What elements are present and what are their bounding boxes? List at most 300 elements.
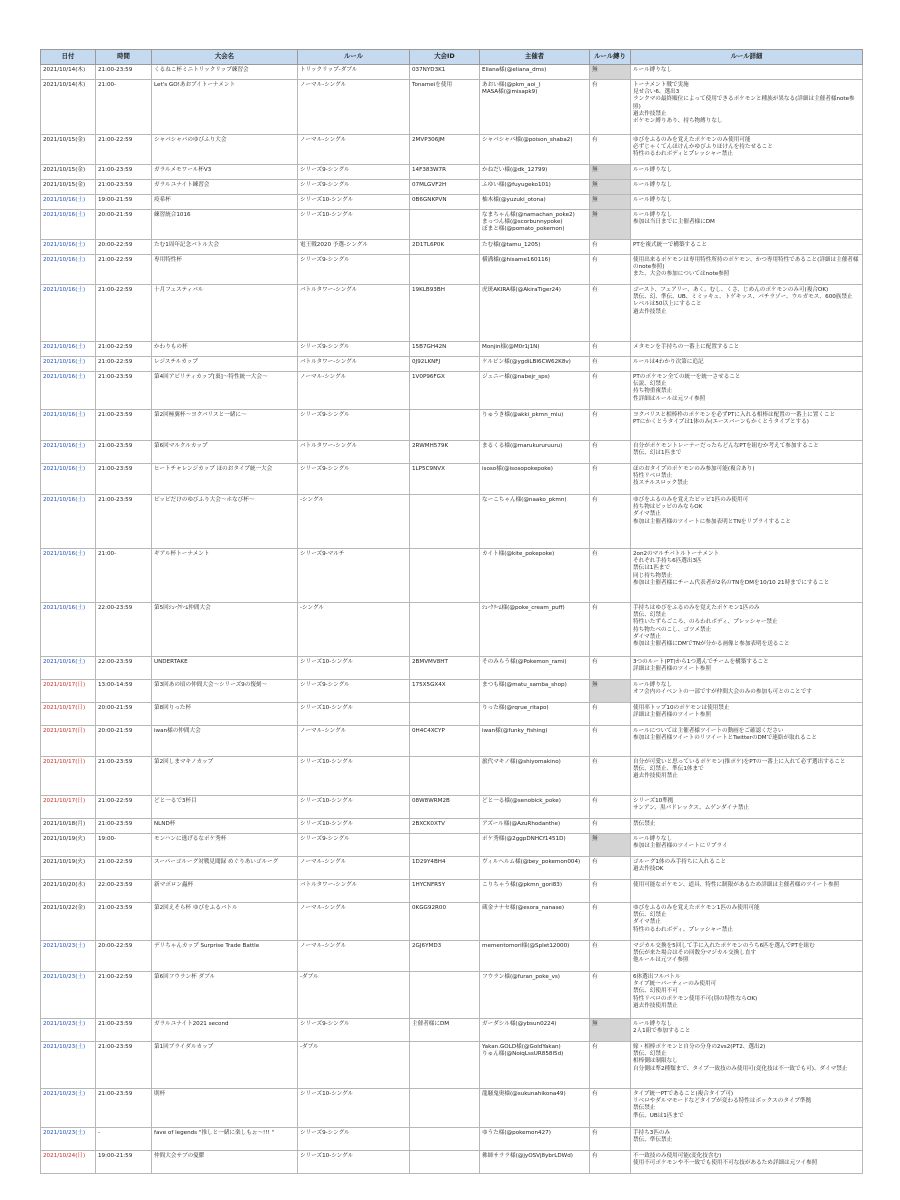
cell-rule[interactable]: シリーズ10-シングル	[298, 819, 410, 834]
cell-rule-restriction[interactable]: 有	[590, 1042, 631, 1089]
cell-tournament-id[interactable]	[410, 834, 480, 857]
cell-time[interactable]: 19:00-	[96, 834, 152, 857]
cell-date[interactable]: 2021/10/14(木)	[41, 80, 96, 135]
cell-rule-details[interactable]: 不一致技のみ使用可能(変化技含む) 使用不可ポケモンや不一致でも使用不可な技があるため詳細は元ツイ参照	[631, 1151, 863, 1174]
cell-time[interactable]: 21:00-23:59	[96, 410, 152, 441]
cell-time[interactable]: 21:00-22:59	[96, 285, 152, 342]
cell-rule[interactable]: シリーズ9-シングル	[298, 1019, 410, 1042]
cell-rule-details[interactable]: 自分が可愛いと思っているポケモン(推ポケ)をPTの一番上に入れて必ず選出すること 禁伝、幻禁止、準伝1体まで 過去作技使用禁止	[631, 757, 863, 796]
cell-time[interactable]: 21:00-23:59	[96, 495, 152, 549]
cell-time[interactable]: 21:00-	[96, 80, 152, 135]
cell-date[interactable]: 2021/10/24(日)	[41, 1151, 96, 1174]
cell-rule-restriction[interactable]: 有	[590, 1151, 631, 1174]
cell-organizer[interactable]: フウラン様(@furan_poke_vs)	[480, 972, 590, 1019]
cell-rule-restriction[interactable]: 有	[590, 255, 631, 285]
cell-tournament-name[interactable]: ピッピだけのゆびふり大会〜ホなび杯〜	[152, 495, 298, 549]
cell-rule-details[interactable]: ルール縛りなし	[631, 180, 863, 195]
cell-time[interactable]: 20:00-21:59	[96, 210, 152, 240]
cell-rule-restriction[interactable]: 有	[590, 240, 631, 255]
cell-rule[interactable]: ノーマル-シングル	[298, 941, 410, 972]
cell-tournament-name[interactable]: ガラルユナイト練習会	[152, 180, 298, 195]
cell-date[interactable]: 2021/10/16(土)	[41, 342, 96, 357]
cell-tournament-name[interactable]: 第6回フウラン杯 ダブル	[152, 972, 298, 1019]
cell-time[interactable]: 21:00-23:59	[96, 1089, 152, 1128]
cell-rule-details[interactable]: ルール縛りなし 2人1組で参加すること	[631, 1019, 863, 1042]
cell-rule-details[interactable]: ルール縛りなし	[631, 165, 863, 180]
cell-date[interactable]: 2021/10/17(日)	[41, 703, 96, 726]
cell-tournament-name[interactable]: モンハンに逃げるなポケ秀杯	[152, 834, 298, 857]
cell-tournament-name[interactable]: デリちゃんカップ Surprise Trade Battle	[152, 941, 298, 972]
cell-rule-restriction[interactable]: 有	[590, 285, 631, 342]
cell-tournament-id[interactable]	[410, 549, 480, 603]
cell-rule[interactable]: シリーズ10-シングル	[298, 1151, 410, 1174]
cell-organizer[interactable]: 柚木様(@yuzuki_otona)	[480, 195, 590, 210]
cell-rule-details[interactable]: ゴースト、フェアリー、あく、むし、くさ、じめんのポケモンのみ可(複合OK) 禁伝、幻、準伝、UB、ミミッキュ、トゲキッス、パチラゾー、ウルガモス、600族禁止 レベルは50以上にすること 過去作技禁止	[631, 285, 863, 342]
cell-rule-restriction[interactable]: 有	[590, 941, 631, 972]
cell-organizer[interactable]: iwan様(@funky_fishing)	[480, 726, 590, 757]
cell-rule-restriction[interactable]: 無	[590, 834, 631, 857]
cell-organizer[interactable]: Eliana様(@eliana_dms)	[480, 65, 590, 80]
cell-tournament-name[interactable]: ヒートチャレンジカップ ほのおタイプ統一大会	[152, 464, 298, 495]
cell-date[interactable]: 2021/10/17(日)	[41, 757, 96, 796]
cell-time[interactable]: 21:00-23:59	[96, 464, 152, 495]
cell-rule-restriction[interactable]: 無	[590, 180, 631, 195]
cell-rule[interactable]: -シングル	[298, 603, 410, 657]
cell-rule[interactable]: シリーズ10-シングル	[298, 703, 410, 726]
cell-tournament-name[interactable]: 新マポロン蟲杯	[152, 880, 298, 903]
cell-rule[interactable]: シリーズ10-シングル	[298, 1089, 410, 1128]
cell-time[interactable]: 21:00-23:59	[96, 1019, 152, 1042]
cell-organizer[interactable]: ふゆい様(@fuyugeko101)	[480, 180, 590, 195]
cell-time[interactable]: 21:00-23:59	[96, 372, 152, 410]
cell-organizer[interactable]: ケルビン様(@ygdiLBI6CW62K8v)	[480, 357, 590, 372]
cell-rule[interactable]: シリーズ9-シングル	[298, 834, 410, 857]
cell-organizer[interactable]: 蔵金ナナセ様(@esora_nanase)	[480, 903, 590, 941]
cell-rule[interactable]: 電王戦2020 予選-シングル	[298, 240, 410, 255]
cell-rule-details[interactable]: 手持ち3匹のみ 禁伝、準伝禁止	[631, 1128, 863, 1151]
cell-rule[interactable]: ノーマル-シングル	[298, 903, 410, 941]
cell-rule-restriction[interactable]: 無	[590, 65, 631, 80]
cell-rule-restriction[interactable]: 有	[590, 372, 631, 410]
cell-date[interactable]: 2021/10/16(土)	[41, 210, 96, 240]
cell-tournament-id[interactable]: 19KLB93BH	[410, 285, 480, 342]
cell-time[interactable]: 13:00-14:59	[96, 680, 152, 703]
cell-date[interactable]: 2021/10/16(土)	[41, 240, 96, 255]
cell-time[interactable]: 21:00-22:59	[96, 972, 152, 1019]
cell-rule-details[interactable]: PTを複式統一で構築すること	[631, 240, 863, 255]
cell-rule[interactable]: ノーマル-シングル	[298, 80, 410, 135]
cell-tournament-name[interactable]: Let's GO!あおプイトーナメント	[152, 80, 298, 135]
cell-rule[interactable]: シリーズ9-シングル	[298, 342, 410, 357]
cell-tournament-id[interactable]: 0B6GNKPVN	[410, 195, 480, 210]
cell-organizer[interactable]: どと一る様(@senobick_poke)	[480, 796, 590, 819]
cell-rule-restriction[interactable]: 有	[590, 464, 631, 495]
cell-organizer[interactable]: 龍騒鬼奥様(@sukunahikona49)	[480, 1089, 590, 1128]
cell-rule-details[interactable]: 自分がポケモントレーナーだったらどんなPTを組むか考えて参加すること 禁伝、幻は1匹まで	[631, 441, 863, 464]
cell-rule-restriction[interactable]: 有	[590, 495, 631, 549]
cell-tournament-name[interactable]: どと一るで3杯目	[152, 796, 298, 819]
cell-tournament-name[interactable]: 疫希杯	[152, 195, 298, 210]
cell-rule-restriction[interactable]: 有	[590, 757, 631, 796]
cell-date[interactable]: 2021/10/20(水)	[41, 880, 96, 903]
cell-tournament-id[interactable]: 15B7GH42N	[410, 342, 480, 357]
cell-tournament-id[interactable]	[410, 1151, 480, 1174]
cell-tournament-id[interactable]	[410, 1042, 480, 1089]
cell-rule[interactable]: バトルタワー-シングル	[298, 285, 410, 342]
cell-rule[interactable]: バトルタワー-シングル	[298, 357, 410, 372]
cell-date[interactable]: 2021/10/16(土)	[41, 285, 96, 342]
cell-tournament-name[interactable]: 仲間大会サブの憂鬱	[152, 1151, 298, 1174]
cell-rule[interactable]: -ダブル	[298, 1042, 410, 1089]
cell-tournament-name[interactable]: くるねこ杯ミニトリックリップ練習会	[152, 65, 298, 80]
cell-rule[interactable]: トリックリップ-ダブル	[298, 65, 410, 80]
cell-organizer[interactable]: 横溝様(@hisame160116)	[480, 255, 590, 285]
cell-date[interactable]: 2021/10/14(木)	[41, 65, 96, 80]
cell-rule[interactable]: ノーマル-シングル	[298, 135, 410, 165]
cell-tournament-name[interactable]: たむ1周年記念バトル大会	[152, 240, 298, 255]
cell-tournament-id[interactable]	[410, 972, 480, 1019]
cell-date[interactable]: 2021/10/16(土)	[41, 495, 96, 549]
header-time[interactable]: 時間	[96, 50, 152, 65]
header-tournament-id[interactable]: 大会ID	[410, 50, 480, 65]
cell-tournament-name[interactable]: 十月フェスティバル	[152, 285, 298, 342]
cell-date[interactable]: 2021/10/23(土)	[41, 1019, 96, 1042]
cell-rule-details[interactable]: ゆびをふるのみを覚えたポケモンのみ使用可能 必ずじゃくてんほけんかゆびふりほけんを持たせること 特性のるわれボディとプレッシャー禁止	[631, 135, 863, 165]
cell-rule-restriction[interactable]: 無	[590, 1019, 631, 1042]
cell-rule[interactable]: シリーズ9-シングル	[298, 1128, 410, 1151]
cell-tournament-id[interactable]: 2GJ6YMD3	[410, 941, 480, 972]
cell-organizer[interactable]: まつも様(@matu_samba_shop)	[480, 680, 590, 703]
cell-rule-restriction[interactable]: 有	[590, 903, 631, 941]
cell-organizer[interactable]: こりちゃう様(@pkmn_gori83)	[480, 880, 590, 903]
cell-rule[interactable]: ノーマル-シングル	[298, 857, 410, 880]
header-tournament-name[interactable]: 大会名	[152, 50, 298, 65]
cell-rule[interactable]: シリーズ10-シングル	[298, 657, 410, 680]
cell-tournament-name[interactable]: ガラルユナイト2021 second	[152, 1019, 298, 1042]
cell-date[interactable]: 2021/10/15(金)	[41, 135, 96, 165]
cell-rule-restriction[interactable]: 有	[590, 857, 631, 880]
cell-organizer[interactable]: アズール様(@AzuRhodanthe)	[480, 819, 590, 834]
cell-tournament-name[interactable]: 第5回ｼｭｰｸﾘｰﾑ仲間大会	[152, 603, 298, 657]
cell-date[interactable]: 2021/10/23(土)	[41, 941, 96, 972]
cell-organizer[interactable]: そのみらう様(@Pokemon_rami)	[480, 657, 590, 680]
cell-rule-restriction[interactable]: 有	[590, 441, 631, 464]
cell-tournament-id[interactable]: 0KGG92R00	[410, 903, 480, 941]
cell-rule-restriction[interactable]: 有	[590, 1128, 631, 1151]
cell-tournament-name[interactable]: 第2回極翼杯〜ヨクバリスと一緒に〜	[152, 410, 298, 441]
cell-rule-restriction[interactable]: 有	[590, 796, 631, 819]
cell-rule-details[interactable]: 禁伝禁止	[631, 819, 863, 834]
cell-time[interactable]: 21:00-22:59	[96, 342, 152, 357]
cell-rule[interactable]: -ダブル	[298, 972, 410, 1019]
cell-rule-details[interactable]: 使用可能なポケモン、道具、特性に制限があるため詳細は主催者様のツイート参照	[631, 880, 863, 903]
cell-time[interactable]: 21:00-23:59	[96, 180, 152, 195]
cell-date[interactable]: 2021/10/23(土)	[41, 972, 96, 1019]
cell-time[interactable]: 21:00-23:59	[96, 165, 152, 180]
cell-rule-restriction[interactable]: 有	[590, 342, 631, 357]
cell-tournament-name[interactable]: レジスチルカップ	[152, 357, 298, 372]
cell-rule-details[interactable]: ゆびをふるのみを覚えたポケモン1匹のみ使用可能 禁伝、幻禁止 ダイマ禁止 特性のるわれボディ、プレッシャー禁止	[631, 903, 863, 941]
cell-rule-restriction[interactable]: 有	[590, 357, 631, 372]
cell-rule-details[interactable]: ルール縛りなし オフ会内のイベントの一部ですが仲間大会のみの参加も可とのことです	[631, 680, 863, 703]
cell-time[interactable]: 21:00-23:59	[96, 757, 152, 796]
cell-rule[interactable]: ノーマル-シングル	[298, 726, 410, 757]
cell-time[interactable]: 21:00-22:59	[96, 135, 152, 165]
cell-rule-details[interactable]: トーナメント戦で実施 見せ合い6、選出3 ランクマの最終順位によって使用できるポケモンと種族が異なる(詳細は主催者様note参照) 過去作技禁止 ポケモン縛りあり、持ち物縛りなし	[631, 80, 863, 135]
cell-organizer[interactable]: かねだい様(@dk_12799)	[480, 165, 590, 180]
cell-rule-details[interactable]: 使用出来るポケモンは専用特性所持のポケモン、かつ専用特性であること(詳細は主催者様のnote参照) また、大会の参加についてはnote参照	[631, 255, 863, 285]
cell-rule-details[interactable]: ゴルーグ1体のみ手持ちに入れること 過去作技OK	[631, 857, 863, 880]
cell-time[interactable]: 22:00-23:59	[96, 880, 152, 903]
cell-rule-details[interactable]: ヨクバリスと相棒枠のポケモンを必ずPTに入れる相棒は配置の一番上に置くこと PTにかくとうタイプは1体のみ(エースバーンもかくとうタイプとする)	[631, 410, 863, 441]
cell-time[interactable]: 20:00-22:59	[96, 240, 152, 255]
cell-organizer[interactable]: ｼｭｰｸﾘｰﾑ様(@poke_cream_puff)	[480, 603, 590, 657]
cell-tournament-id[interactable]: 175X5GX4X	[410, 680, 480, 703]
cell-date[interactable]: 2021/10/16(土)	[41, 603, 96, 657]
cell-organizer[interactable]: なーこちゃん様(@naako_pkmn)	[480, 495, 590, 549]
cell-tournament-name[interactable]: 第8回りった杯	[152, 703, 298, 726]
cell-organizer[interactable]: ヴィルヘルム様(@bey_pokemon004)	[480, 857, 590, 880]
cell-rule-restriction[interactable]: 有	[590, 1089, 631, 1128]
cell-tournament-id[interactable]: 2BXCK0XTV	[410, 819, 480, 834]
cell-time[interactable]: 21:00-22:59	[96, 796, 152, 819]
cell-date[interactable]: 2021/10/19(火)	[41, 857, 96, 880]
cell-time[interactable]: 21:00-23:59	[96, 1042, 152, 1089]
cell-tournament-name[interactable]: 第4回アビリティカップ[裏]〜特性統一大会〜	[152, 372, 298, 410]
header-rule[interactable]: ルール	[298, 50, 410, 65]
cell-time[interactable]: -	[96, 1128, 152, 1151]
cell-rule[interactable]: シリーズ9-シングル	[298, 410, 410, 441]
cell-date[interactable]: 2021/10/17(日)	[41, 680, 96, 703]
cell-rule-details[interactable]: シリーズ10準拠 サンアン、黒バドレックス、ムゲンダイナ禁止	[631, 796, 863, 819]
cell-time[interactable]: 21:00-23:59	[96, 441, 152, 464]
cell-rule-details[interactable]: 2on2のマルチバトルトーナメント それぞれ手持ち6匹選出3匹 禁伝は1匹まで 同じ持ち物禁止 参加は主催者様にチーム代表者が2名のTNをDMを10/10 21時までにすること	[631, 549, 863, 603]
cell-rule-details[interactable]: メタモンを手持ちの一番上に配置すること	[631, 342, 863, 357]
cell-rule-details[interactable]: 3つのルート(PT)から1つ選んでチームを構築すること 詳細は主催者様のツイート参照	[631, 657, 863, 680]
cell-tournament-name[interactable]: 第2回えそら杯 ゆびをふるバトル	[152, 903, 298, 941]
cell-tournament-id[interactable]: 2D1TL6P0K	[410, 240, 480, 255]
cell-date[interactable]: 2021/10/17(日)	[41, 796, 96, 819]
header-rule-restriction[interactable]: ルール縛り	[590, 50, 631, 65]
cell-organizer[interactable]: たむ様(@tamu_1205)	[480, 240, 590, 255]
cell-tournament-id[interactable]	[410, 210, 480, 240]
cell-rule[interactable]: シリーズ10-シングル	[298, 757, 410, 796]
cell-rule-details[interactable]: 手持ちはゆびをふるのみを覚えたポケモン1匹のみ 禁伝、幻禁止 特性いたずらごころ、のろわれボディ、プレッシャー禁止 持ち物たべのこし、ゴツメ禁止 ダイマ禁止 参加は主催者様にDMでTNが分かる画像と参加表明を送ること	[631, 603, 863, 657]
cell-date[interactable]: 2021/10/16(土)	[41, 657, 96, 680]
cell-rule-restriction[interactable]: 有	[590, 410, 631, 441]
cell-rule-restriction[interactable]: 無	[590, 195, 631, 210]
cell-rule-details[interactable]: 嫁・相棒ポケモンと自分の分身の2vs2(PT2、選出2) 禁伝、幻禁止 相棒側は制限なし 自分側は準2種類まで、タイプ一致技のみ使用可(変化技は不一致でも可)、ダイマ禁止	[631, 1042, 863, 1089]
cell-organizer[interactable]: 佛師サララ様(@jyOSVj8ybrLDWd)	[480, 1151, 590, 1174]
cell-tournament-id[interactable]: 0H4C4XCYP	[410, 726, 480, 757]
cell-tournament-name[interactable]: iwan様の仲間大会	[152, 726, 298, 757]
cell-date[interactable]: 2021/10/16(土)	[41, 372, 96, 410]
cell-rule-details[interactable]: ルール縛りなし	[631, 195, 863, 210]
cell-organizer[interactable]: まるくる様(@marukururuuru)	[480, 441, 590, 464]
cell-rule[interactable]: シリーズ9-シングル	[298, 680, 410, 703]
cell-tournament-id[interactable]	[410, 1128, 480, 1151]
cell-time[interactable]: 21:00-23:59	[96, 819, 152, 834]
cell-date[interactable]: 2021/10/16(土)	[41, 464, 96, 495]
cell-tournament-id[interactable]: 2BMVMV8HT	[410, 657, 480, 680]
cell-rule-details[interactable]: ルール縛りなし	[631, 65, 863, 80]
cell-time[interactable]: 19:00-21:59	[96, 195, 152, 210]
cell-tournament-name[interactable]: ギアル杯トーナメント	[152, 549, 298, 603]
cell-rule-details[interactable]: ルールは4わかり次第に追記	[631, 357, 863, 372]
cell-date[interactable]: 2021/10/17(日)	[41, 726, 96, 757]
cell-tournament-id[interactable]: 0J92LKNFJ	[410, 357, 480, 372]
cell-time[interactable]: 19:00-21:59	[96, 1151, 152, 1174]
cell-rule-details[interactable]: ゆびをふるのみを覚えたピッピ1匹のみ使用可 持ち物はピッピのみならOK ダイマ禁止 参加は主催者様のツイートに参加表明とTNをリプライすること	[631, 495, 863, 549]
cell-tournament-id[interactable]: 1HYCNFR5Y	[410, 880, 480, 903]
cell-organizer[interactable]: なまちゃん様(@namachan_poke2) まっつん様(@scorbunnypoke) ぼまと様(@pomato_pokemon)	[480, 210, 590, 240]
cell-time[interactable]: 22:00-23:59	[96, 657, 152, 680]
cell-date[interactable]: 2021/10/16(土)	[41, 255, 96, 285]
cell-rule-restriction[interactable]: 有	[590, 657, 631, 680]
cell-tournament-id[interactable]: 08W8WRM2B	[410, 796, 480, 819]
cell-tournament-id[interactable]	[410, 703, 480, 726]
cell-date[interactable]: 2021/10/16(土)	[41, 549, 96, 603]
cell-rule-restriction[interactable]: 有	[590, 880, 631, 903]
cell-tournament-id[interactable]: 037NYD3K1	[410, 65, 480, 80]
cell-tournament-id[interactable]	[410, 603, 480, 657]
cell-rule-details[interactable]: ルール縛りなし 参加は当日までに主催者様にDM	[631, 210, 863, 240]
cell-organizer[interactable]: ゆうた様(@pokemon427)	[480, 1128, 590, 1151]
cell-date[interactable]: 2021/10/23(土)	[41, 1089, 96, 1128]
header-organizer[interactable]: 主催者	[480, 50, 590, 65]
cell-rule-restriction[interactable]: 有	[590, 703, 631, 726]
cell-rule-details[interactable]: マジカル交換を5回して手に入れたポケモンのうち6匹を選んでPTを組む 禁伝が来た場合はその回数分マジカル交換し直す 他ルールは元ツイ参照	[631, 941, 863, 972]
cell-time[interactable]: 21:00-22:59	[96, 857, 152, 880]
cell-rule[interactable]: ノーマル-シングル	[298, 372, 410, 410]
cell-organizer[interactable]: ジュニー様(@nabejr_sps)	[480, 372, 590, 410]
cell-tournament-name[interactable]: 則杯	[152, 1089, 298, 1128]
cell-date[interactable]: 2021/10/16(土)	[41, 410, 96, 441]
cell-time[interactable]: 20:00-21:59	[96, 703, 152, 726]
cell-tournament-name[interactable]: 専用特性杯	[152, 255, 298, 285]
cell-tournament-id[interactable]: Tonameiを使用	[410, 80, 480, 135]
cell-organizer[interactable]: Yakan.GOLD様(@GoldYakan) りゅん様(@NoiqLssUR858l5d)	[480, 1042, 590, 1089]
cell-tournament-id[interactable]: 1D29Y4BH4	[410, 857, 480, 880]
cell-tournament-name[interactable]: 第2回しまマキノカップ	[152, 757, 298, 796]
cell-rule[interactable]: -シングル	[298, 495, 410, 549]
cell-time[interactable]: 21:00-23:59	[96, 903, 152, 941]
cell-rule[interactable]: シリーズ9-シングル	[298, 464, 410, 495]
cell-rule-restriction[interactable]: 有	[590, 80, 631, 135]
cell-organizer[interactable]: Monjin様(@M0r1j1N)	[480, 342, 590, 357]
cell-rule[interactable]: シリーズ10-シングル	[298, 210, 410, 240]
cell-rule-details[interactable]: ほのおタイプのポケモンのみ参加可能(複合あり) 特性リベロ禁止 技ステルスロック禁止	[631, 464, 863, 495]
cell-organizer[interactable]: 旅代マキノ様(@shiyomakino)	[480, 757, 590, 796]
cell-rule-restriction[interactable]: 有	[590, 549, 631, 603]
cell-rule-restriction[interactable]: 有	[590, 726, 631, 757]
cell-rule-restriction[interactable]: 無	[590, 680, 631, 703]
cell-tournament-id[interactable]	[410, 1089, 480, 1128]
cell-organizer[interactable]: mementomori様(@Splet12000)	[480, 941, 590, 972]
cell-tournament-id[interactable]: 07MLGVF2H	[410, 180, 480, 195]
cell-tournament-name[interactable]: ガラルメモワール杯V3	[152, 165, 298, 180]
cell-rule[interactable]: シリーズ9-シングル	[298, 255, 410, 285]
cell-rule-details[interactable]: タイプ統一PTであること(複合タイプ可) リベロやダルマモードなどタイプが変わる特性はボックスのタイプ準拠 禁伝禁止 準伝、UBは1匹まで	[631, 1089, 863, 1128]
cell-rule-details[interactable]: ルール縛りなし 参加は主催者様のツイートにリプライ	[631, 834, 863, 857]
cell-rule-details[interactable]: PTのポケモン全ての統一を統一させること 伝説、幻禁止 持ち物重複禁止 性詳細はルールは元ツイ参照	[631, 372, 863, 410]
cell-rule-restriction[interactable]: 有	[590, 972, 631, 1019]
cell-tournament-id[interactable]	[410, 255, 480, 285]
cell-rule-details[interactable]: 使用率トップ10のポケモンは使用禁止 詳細は主催者様のツイート参照	[631, 703, 863, 726]
cell-rule-details[interactable]: 6体選出フルバトル タイプ統一パーティーのみ使用可 禁伝、幻使用不可 特性リベロのポケモン使用不可(別の特性ならOK) 過去作技使用禁止	[631, 972, 863, 1019]
cell-tournament-name[interactable]: 第3回あの頃の仲間大会〜シリーズ9の復刻〜	[152, 680, 298, 703]
cell-tournament-id[interactable]	[410, 757, 480, 796]
cell-date[interactable]: 2021/10/22(金)	[41, 903, 96, 941]
cell-organizer[interactable]: シャパシャパ様(@poison_shaba2)	[480, 135, 590, 165]
cell-rule[interactable]: シリーズ10-シングル	[298, 195, 410, 210]
cell-organizer[interactable]: りゅうき様(@akki_pkmn_miu)	[480, 410, 590, 441]
cell-tournament-id[interactable]: 2MVP306JM	[410, 135, 480, 165]
header-rule-details[interactable]: ルール詳細	[631, 50, 863, 65]
cell-rule[interactable]: バトルタワー-シングル	[298, 441, 410, 464]
cell-organizer[interactable]: isoso様(@isosopokepoke)	[480, 464, 590, 495]
cell-time[interactable]: 21:00-22:59	[96, 255, 152, 285]
cell-time[interactable]: 22:00-23:59	[96, 603, 152, 657]
cell-organizer[interactable]: カイト様(@kite_pokepoke)	[480, 549, 590, 603]
header-date[interactable]: 日付	[41, 50, 96, 65]
cell-rule[interactable]: シリーズ9-マルチ	[298, 549, 410, 603]
cell-tournament-id[interactable]: 14F383W7R	[410, 165, 480, 180]
cell-organizer[interactable]: ガーダシル様(@ybsun0224)	[480, 1019, 590, 1042]
cell-date[interactable]: 2021/10/16(土)	[41, 441, 96, 464]
cell-rule-details[interactable]: ルールについては主催者様ツイートの動画をご確認ください 参加は主催者様ツイートのリツイートとTwitterのDMで連絡が取れること	[631, 726, 863, 757]
cell-time[interactable]: 21:00-23:59	[96, 65, 152, 80]
cell-organizer[interactable]: りった様(@rqrue_ritapo)	[480, 703, 590, 726]
cell-tournament-name[interactable]: 第6回マルクルカップ	[152, 441, 298, 464]
cell-time[interactable]: 20:00-22:59	[96, 941, 152, 972]
cell-organizer[interactable]: あおい様(@pkm_aoi_) MASA様(@misapk9)	[480, 80, 590, 135]
cell-time[interactable]: 21:00-	[96, 549, 152, 603]
cell-tournament-name[interactable]: 練習統合1016	[152, 210, 298, 240]
cell-date[interactable]: 2021/10/16(土)	[41, 357, 96, 372]
cell-tournament-name[interactable]: NLND杯	[152, 819, 298, 834]
cell-tournament-name[interactable]: シャパシャパのゆびふり大会	[152, 135, 298, 165]
cell-rule[interactable]: シリーズ9-シングル	[298, 180, 410, 195]
cell-tournament-name[interactable]: スーパーゴルーグ対戦見聞録 めぐりあいゴルーグ	[152, 857, 298, 880]
cell-rule-restriction[interactable]: 無	[590, 165, 631, 180]
cell-rule-restriction[interactable]: 有	[590, 135, 631, 165]
cell-tournament-name[interactable]: かわりもの杯	[152, 342, 298, 357]
cell-date[interactable]: 2021/10/19(火)	[41, 834, 96, 857]
cell-rule-restriction[interactable]: 有	[590, 819, 631, 834]
cell-tournament-id[interactable]	[410, 410, 480, 441]
cell-tournament-name[interactable]: UNDERTAKE	[152, 657, 298, 680]
cell-tournament-name[interactable]: 第1回ブライダルカップ	[152, 1042, 298, 1089]
cell-rule-restriction[interactable]: 有	[590, 603, 631, 657]
cell-date[interactable]: 2021/10/16(土)	[41, 195, 96, 210]
cell-tournament-id[interactable]: 1V0P96FGX	[410, 372, 480, 410]
cell-time[interactable]: 21:00-22:59	[96, 357, 152, 372]
cell-tournament-name[interactable]: fave of legends "推しと一緒に楽しもぉ〜!!! "	[152, 1128, 298, 1151]
cell-rule[interactable]: シリーズ10-シングル	[298, 796, 410, 819]
cell-organizer[interactable]: 虎斑AKIRA様(@AkiraTiger24)	[480, 285, 590, 342]
cell-rule[interactable]: シリーズ9-シングル	[298, 165, 410, 180]
cell-tournament-id[interactable]: 主催者様にDM	[410, 1019, 480, 1042]
cell-organizer[interactable]: ポケ秀様(@2ggpDNHCf1451D)	[480, 834, 590, 857]
cell-rule[interactable]: バトルタワー-シングル	[298, 880, 410, 903]
cell-tournament-id[interactable]	[410, 495, 480, 549]
cell-date[interactable]: 2021/10/15(金)	[41, 180, 96, 195]
cell-rule-restriction[interactable]: 無	[590, 210, 631, 240]
cell-tournament-id[interactable]: 2RWMH579K	[410, 441, 480, 464]
cell-date[interactable]: 2021/10/23(土)	[41, 1128, 96, 1151]
cell-date[interactable]: 2021/10/18(月)	[41, 819, 96, 834]
